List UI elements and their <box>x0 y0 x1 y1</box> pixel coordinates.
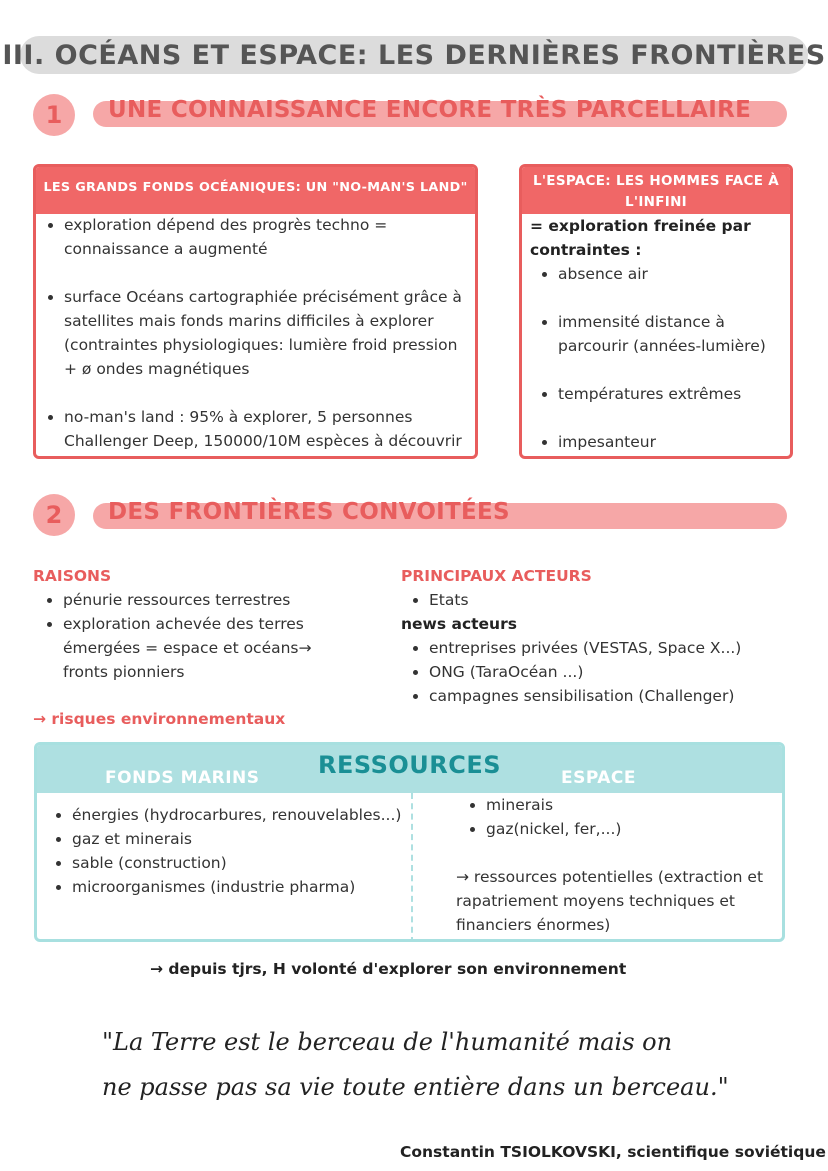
section-1-number: 1 <box>33 94 75 136</box>
ocean-depths-list <box>36 213 475 453</box>
page-title: III. OCÉANS ET ESPACE: LES DERNIÈRES FRONTIÈRES <box>2 39 826 71</box>
space-box <box>519 164 793 459</box>
risques-note: → risques environnementaux <box>33 710 286 728</box>
acteurs-block <box>401 564 801 708</box>
list-item: • campagnes sensibilisation (Challenger) <box>429 684 801 708</box>
espace-note: → ressources potentielles (extraction et rapatriement moyens techniques et financiers énormes) <box>456 868 764 934</box>
raisons-list <box>33 588 353 684</box>
list-item: • exploration achevée des terres émergées = espace et océans→ fronts pionniers <box>63 612 353 684</box>
news-acteurs-list <box>401 636 801 708</box>
ressources-box <box>34 742 785 942</box>
space-header: L'ESPACE: LES HOMMES FACE À L'INFINI <box>522 167 790 214</box>
fonds-marins-list <box>43 803 402 899</box>
list-item: • no-man's land : 95% à explorer, 5 personnes Challenger Deep, 150000/10M espèces à découvrir <box>64 405 471 453</box>
list-item: • microorganismes (industrie pharma) <box>72 875 402 899</box>
list-item: • ONG (TaraOcéan ...) <box>429 660 801 684</box>
quote-line-1: "La Terre est le berceau de l'humanité mais on <box>102 1028 673 1056</box>
fonds-marins-label: FONDS MARINS <box>105 768 260 788</box>
column-divider <box>411 793 413 942</box>
list-item: • immensité distance à parcourir (années-lumière) <box>558 310 790 358</box>
list-item: • surface Océans cartographiée précisément grâce à satellites mais fonds marins difficiles à explorer (contraintes physiologiques: lumière froid pression + ø ondes magnétiques <box>64 285 471 381</box>
list-item: • minerais <box>486 793 785 817</box>
list-item: • gaz et minerais <box>72 827 402 851</box>
raisons-label: RAISONS <box>33 567 112 585</box>
quote-line-2: ne passe pas sa vie toute entière dans un berceau." <box>102 1073 729 1101</box>
acteurs-list <box>401 588 801 612</box>
ocean-depths-header: LES GRANDS FONDS OCÉANIQUES: UN "NO-MAN'S LAND" <box>36 167 475 214</box>
ocean-depths-box <box>33 164 478 459</box>
acteurs-label: PRINCIPAUX ACTEURS <box>401 567 592 585</box>
list-item: • températures extrêmes <box>558 382 790 406</box>
space-intro: = exploration freinée par contraintes : <box>530 217 751 259</box>
list-item: • impesanteur <box>558 430 790 454</box>
list-item: • entreprises privées (VESTAS, Space X...) <box>429 636 801 660</box>
espace-label: ESPACE <box>561 768 637 788</box>
list-item: • absence air <box>558 262 790 286</box>
list-item: • Etats <box>429 588 801 612</box>
conclusion-note: → depuis tjrs, H volonté d'explorer son environnement <box>150 960 627 978</box>
list-item: • gaz(nickel, fer,...) <box>486 817 785 841</box>
section-1-title: UNE CONNAISSANCE ENCORE TRÈS PARCELLAIRE <box>108 97 752 123</box>
section-2-title: DES FRONTIÈRES CONVOITÉES <box>108 499 510 525</box>
page-title-banner <box>2 36 826 74</box>
list-item: • pénurie ressources terrestres <box>63 588 353 612</box>
raisons-block <box>33 564 383 684</box>
space-list <box>522 262 790 454</box>
news-acteurs-label: news acteurs <box>401 615 517 633</box>
list-item: • exploration dépend des progrès techno = connaissance a augmenté <box>64 213 471 261</box>
ressources-title: RESSOURCES <box>317 751 502 779</box>
list-item: • énergies (hydrocarbures, renouvelables...) <box>72 803 402 827</box>
list-item: • sable (construction) <box>72 851 402 875</box>
quote-author: Constantin TSIOLKOVSKI, scientifique soviétique <box>400 1143 826 1161</box>
section-2-number: 2 <box>33 494 75 536</box>
espace-list <box>457 793 785 841</box>
